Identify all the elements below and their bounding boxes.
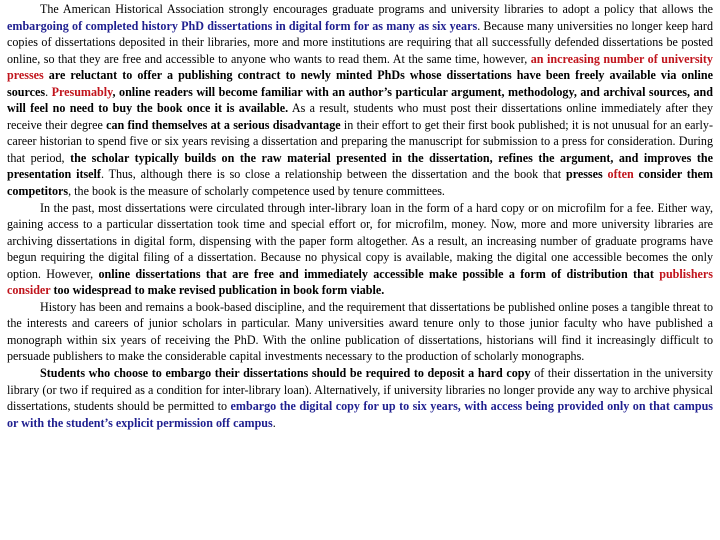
text-run: of their dissertation in the university library (or two if required as a condition for inter-library loan). Alternatively, if university libraries no longer provide any way to archive physical dissertations, students should be permitted to: [7, 366, 714, 414]
red-highlight: publishers consider: [7, 266, 713, 298]
bold-text: presses: [565, 167, 608, 182]
red-highlight: an increasing number of university presses: [7, 51, 713, 83]
text-run: In the past, most dissertations were circulated through inter-library loan in the form of a hard copy or on microfilm for a fee. Either way, gaining access to a particular dissertation took time and special effort or, for microfilm, money. Now, more and more university libraries are archiving dissertations in digital form, dispensing with the paper form altogether. As a result, an increasing number of graduate programs have begun requiring the digital filing of a dissertation. Because no physical copy is available, making the digital one accessible becomes the only option. However,: [7, 200, 713, 281]
blue-highlight: embargoing of completed history PhD dissertations in digital form for as many as six years: [7, 18, 478, 33]
bold-text: can find themselves at a serious disadvantage: [106, 117, 341, 132]
text-run: . Thus, although there is so close a relationship between the dissertation and the book that: [100, 167, 566, 182]
bold-text: , online readers will become familiar with an author’s particular argument, methodology, and archival sources, and will feel no need to buy the book once it is available.: [7, 84, 713, 116]
text-run: in their effort to get their first book published; it is not unusual for an early-career historian to spend five or six years revising a dissertation and preparing the manuscript for submission to a press for consideration. During that period,: [7, 117, 713, 165]
paragraph: [7, 200, 713, 299]
text-run: As a result, students who must post their dissertations online immediately after they receive their degree: [7, 101, 713, 132]
bold-text: too widespread to make revised publication in book form viable.: [50, 283, 385, 298]
text-run: , the book is the measure of scholarly competence used by tenure committees.: [68, 184, 445, 199]
text-run: . Because many universities no longer keep hard copies of dissertations deposited in their libraries, more and more institutions are requiring that all successfully defended dissertations be posted online, so that they are free and accessible to anyone who wants to read them. At the same time, however,: [7, 18, 713, 66]
paragraph: [7, 299, 713, 365]
paragraph: [7, 1, 713, 200]
bold-text: are reluctant to offer a publishing contract to newly minted PhDs whose dissertations have been freely available via online sources: [7, 68, 713, 99]
text-run: .: [272, 415, 276, 430]
text-run: .: [45, 84, 52, 99]
red-highlight: often: [607, 167, 634, 182]
paragraph: [7, 365, 713, 431]
red-highlight: Presumably: [51, 84, 113, 99]
bold-text: online dissertations that are free and immediately accessible make possible a form of distribution that: [98, 266, 660, 281]
bold-text: the scholar typically builds on the raw material presented in the dissertation, refines the argument, and improves the presentation itself: [7, 150, 713, 182]
bold-text: Students who choose to embargo their dissertations should be required to deposit a hard copy: [40, 366, 531, 381]
text-run: History has been and remains a book-based discipline, and the requirement that dissertations be published online poses a tangible threat to the interests and careers of junior scholars in particular. Many universities award tenure only to those junior faculty who have published a monograph within six years of receiving the PhD. With the online publication of dissertations, historians will find it increasingly difficult to persuade publishers to make the considerable capital investments necessary to the production of scholarly monographs.: [7, 299, 713, 364]
text-run: The American Historical Association strongly encourages graduate programs and university libraries to adopt a policy that allows the: [40, 2, 713, 16]
bold-text: consider them competitors: [7, 167, 713, 199]
blue-highlight: embargo the digital copy for up to six years, with access being provided only on that campus or with the student’s explicit permission off campus: [7, 399, 714, 430]
